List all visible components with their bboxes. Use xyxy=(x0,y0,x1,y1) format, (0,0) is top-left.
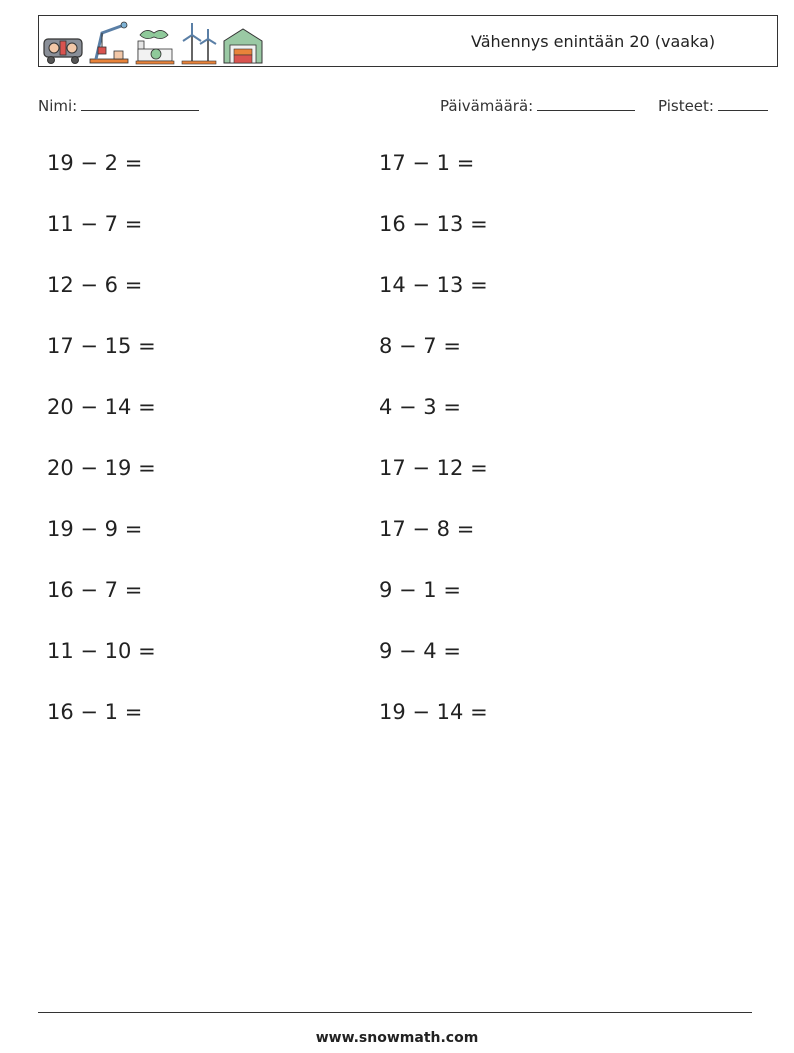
problem-right-1: 17 − 1 = xyxy=(379,151,475,175)
problem-left-4: 17 − 15 = xyxy=(47,334,156,358)
wind-turbine-icon xyxy=(180,21,218,65)
problem-right-5: 4 − 3 = xyxy=(379,395,461,419)
problem-right-8: 9 − 1 = xyxy=(379,578,461,602)
problem-right-2: 16 − 13 = xyxy=(379,212,488,236)
problem-right-4: 8 − 7 = xyxy=(379,334,461,358)
crane-icon xyxy=(88,21,130,65)
problem-right-10: 19 − 14 = xyxy=(379,700,488,724)
name-blank[interactable] xyxy=(81,96,199,111)
score-label: Pisteet: xyxy=(658,97,714,115)
footer-url[interactable]: www.snowmath.com xyxy=(315,1030,479,1046)
problem-right-3: 14 − 13 = xyxy=(379,273,488,297)
header-icons xyxy=(42,19,264,65)
problem-left-3: 12 − 6 = xyxy=(47,273,143,297)
worksheet-title: Vähennys enintään 20 (vaaka) xyxy=(471,32,716,51)
train-tank-car-icon xyxy=(42,33,84,65)
worksheet-header xyxy=(38,15,778,67)
problem-right-6: 17 − 12 = xyxy=(379,456,488,480)
problem-left-7: 19 − 9 = xyxy=(47,517,143,541)
problem-left-8: 16 − 7 = xyxy=(47,578,143,602)
problem-left-2: 11 − 7 = xyxy=(47,212,143,236)
problem-left-1: 19 − 2 = xyxy=(47,151,143,175)
score-field xyxy=(658,96,768,115)
footer-divider xyxy=(38,1012,752,1013)
problem-left-5: 20 − 14 = xyxy=(47,395,156,419)
name-field xyxy=(38,96,199,115)
problem-left-10: 16 − 1 = xyxy=(47,700,143,724)
name-label: Nimi: xyxy=(38,97,78,115)
problem-right-7: 17 − 8 = xyxy=(379,517,475,541)
problem-right-9: 9 − 4 = xyxy=(379,639,461,663)
problem-left-6: 20 − 19 = xyxy=(47,456,156,480)
factory-icon xyxy=(134,25,176,65)
problem-left-9: 11 − 10 = xyxy=(47,639,156,663)
date-field xyxy=(440,96,635,115)
date-label: Päivämäärä: xyxy=(440,97,534,115)
score-blank[interactable] xyxy=(718,96,768,111)
date-blank[interactable] xyxy=(537,96,635,111)
warehouse-icon xyxy=(222,25,264,65)
